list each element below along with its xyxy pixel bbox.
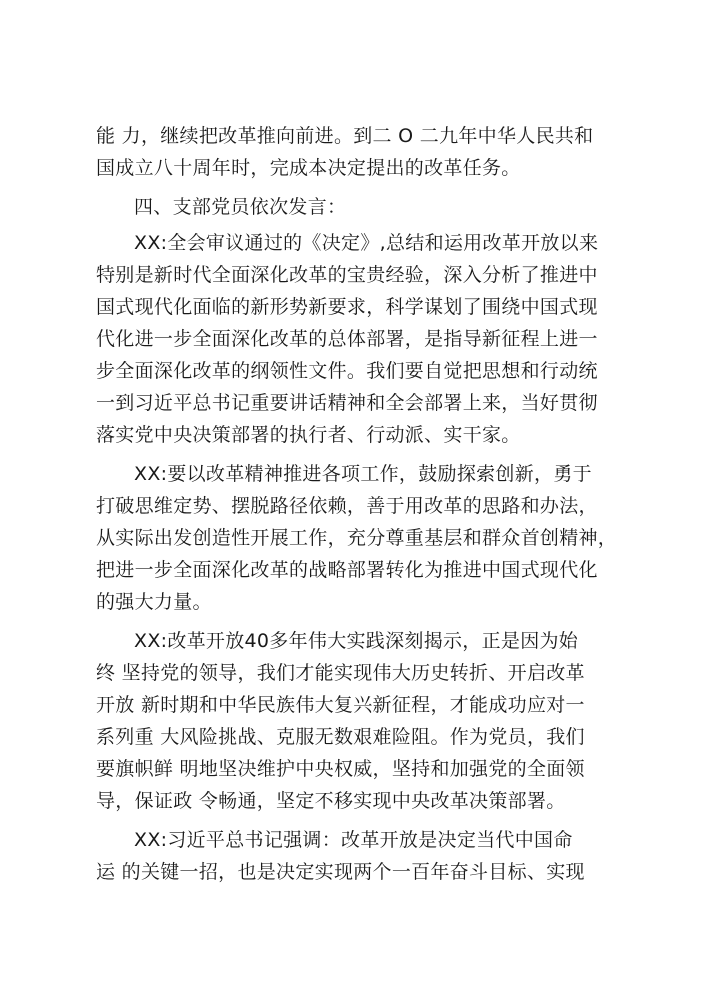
line-text: 国式现代化面临的新形势新要求，科学谋划了围绕中国式现 — [96, 296, 598, 318]
line-text: 系列重 大风险挑战、克服无数艰难险阻。作为党员，我们 — [96, 726, 585, 748]
text-line — [0, 226, 707, 260]
line-text: 的强大力量。 — [96, 591, 212, 613]
line-text: XX:习近平总书记强调：改革开放是决定当代中国命 — [134, 829, 573, 851]
text-line — [0, 720, 707, 754]
text-line — [0, 418, 707, 452]
line-text: 代化进一步全面深化改革的总体部署，是指导新征程上进一 — [96, 328, 598, 350]
text-line — [0, 119, 707, 153]
text-line — [0, 585, 707, 619]
text-line — [0, 823, 707, 857]
text-line — [0, 855, 707, 889]
text-line — [0, 322, 707, 356]
text-line — [0, 521, 707, 555]
heading-text: 四、支部党员依次发言： — [134, 196, 347, 218]
line-text: 从实际出发创造性开展工作，充分尊重基层和群众首创精神， — [96, 527, 618, 549]
line-text: XX:全会审议通过的《决定》,总结和运用改革开放以来 — [134, 232, 599, 254]
text-line — [0, 752, 707, 786]
line-text: 把进一步全面深化改革的战略部署转化为推进中国式现代化 — [96, 559, 598, 581]
line-text: 导，保证政 令畅通，坚定不移实现中央改革决策部署。 — [96, 790, 566, 812]
line-text: XX:改革开放40多年伟大实践深刻揭示，正是因为始 — [134, 630, 579, 652]
text-line — [0, 151, 707, 185]
text-line — [0, 290, 707, 324]
text-line — [0, 258, 707, 292]
line-text: 打破思维定势、摆脱路径依赖，善于用改革的思路和办法， — [96, 495, 598, 517]
line-text: 运 的关键一招，也是决定实现两个一百年奋斗目标、实现 — [96, 861, 585, 883]
text-line — [0, 489, 707, 523]
line-text: 落实党中央决策部署的执行者、行动派、实干家。 — [96, 424, 521, 446]
text-line — [0, 457, 707, 491]
section-heading — [0, 190, 707, 224]
text-line — [0, 354, 707, 388]
text-line — [0, 784, 707, 818]
line-text: XX:要以改革精神推进各项工作，鼓励探索创新，勇于 — [134, 463, 592, 485]
text-line — [0, 688, 707, 722]
line-text: 国成立八十周年时，完成本决定提出的改革任务。 — [96, 157, 521, 179]
line-text: 开放 新时期和中华民族伟大复兴新征程，才能成功应对一 — [96, 694, 585, 716]
text-line — [0, 553, 707, 587]
line-text: 特别是新时代全面深化改革的宝贵经验，深入分析了推进中 — [96, 264, 598, 286]
line-text: 终 坚持党的领导，我们才能实现伟大历史转折、开启改革 — [96, 662, 585, 684]
text-line — [0, 386, 707, 420]
line-text: 能 力，继续把改革推向前进。到二 O 二九年中华人民共和 — [96, 125, 594, 147]
line-text: 一到习近平总书记重要讲话精神和全会部署上来，当好贯彻 — [96, 392, 598, 414]
line-text: 要旗帜鲜 明地坚决维护中央权威，坚持和加强党的全面领 — [96, 758, 585, 780]
line-text: 步全面深化改革的纲领性文件。我们要自觉把思想和行动统 — [96, 360, 598, 382]
text-line — [0, 656, 707, 690]
text-line — [0, 624, 707, 658]
